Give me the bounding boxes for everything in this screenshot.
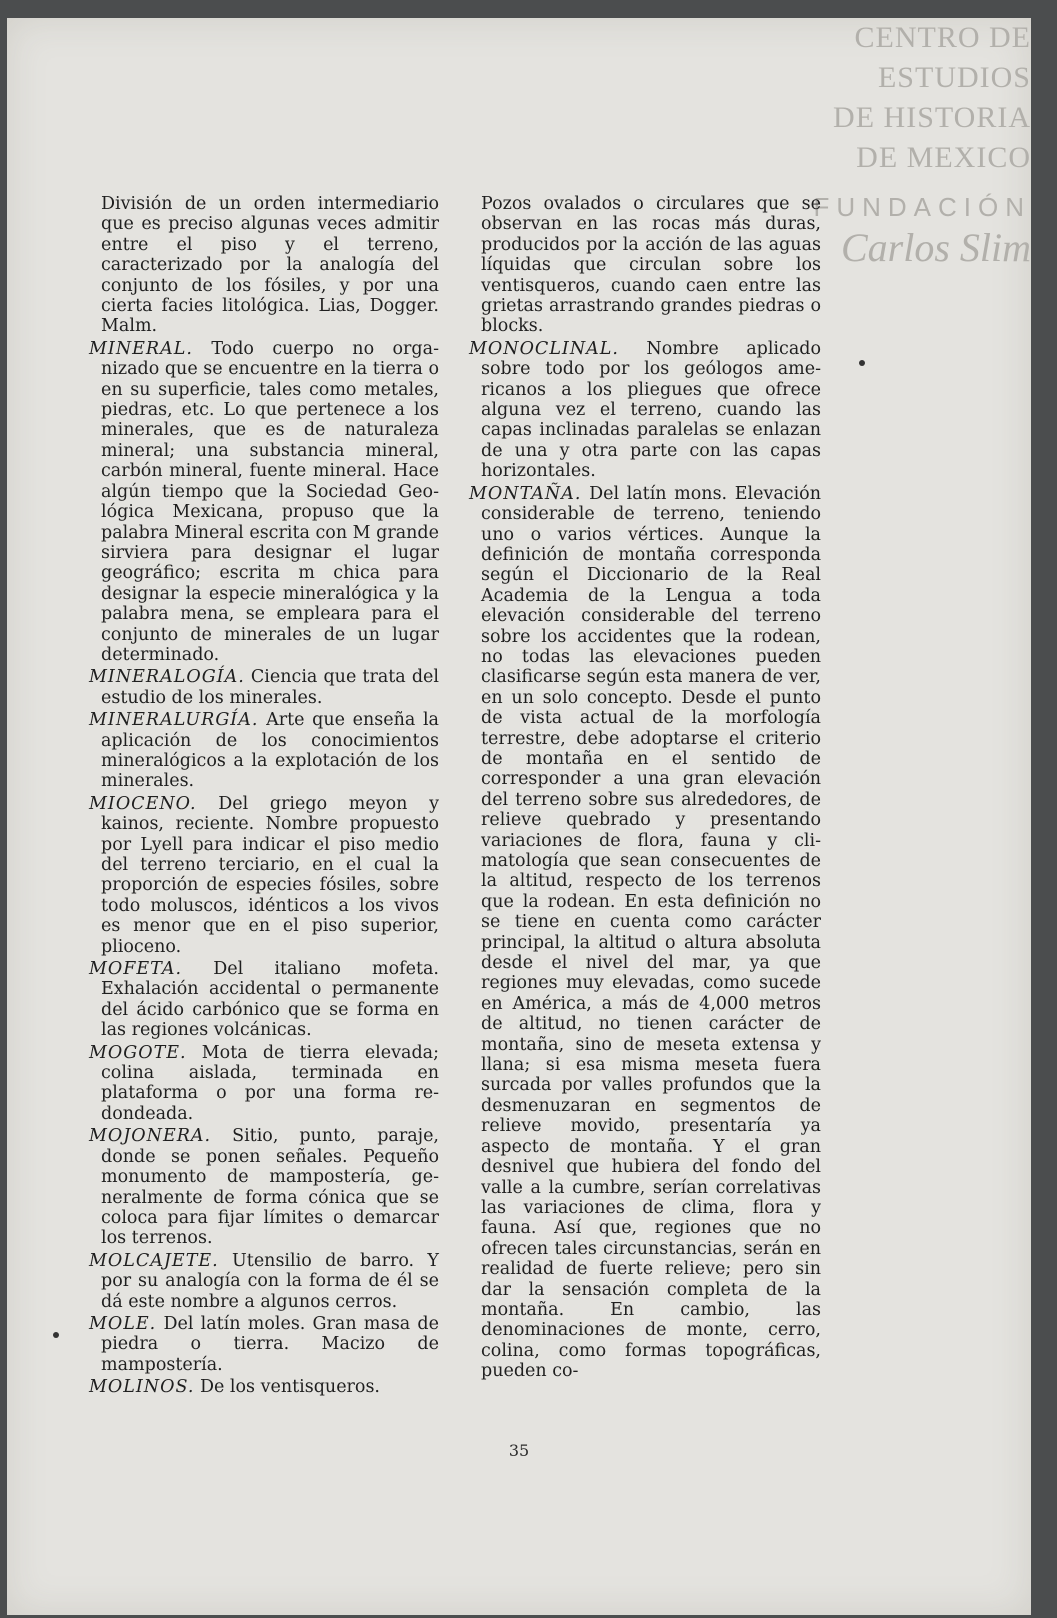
- glossary-entry: [469, 339, 821, 482]
- entry-text: Del latín mons. Elevación considerable de terreno, teniendo uno o varios vértices. Aunque la definición de montaña corresponda según el Diccionario de la Real Academia de la Lengua a toda elevación considerable del terreno sobre los accidentes que la rodean, no todas las elevaciones pueden clasificarse según esta manera de ver, en un solo concepto. Desde el punto de vista actual de la morfología terrestre, debe adoptarse el criterio de montaña en el sentido de corresponder a una gran elevación del terreno sobre sus alrededores, de relieve quebrado y presentando variaciones de flora, fauna y climatología que sean consecuentes de la altitud, respecto de los terrenos que la rodean. En esta definición no se tiene en cuenta como carácter principal, la altitud o altura absoluta desde el nivel del mar, ya que regiones muy elevadas, como sucede en América, a más de 4,000 metros de altitud, no tienen carácter de montaña, sino de meseta extensa y llana; si esa misma meseta fuera surcada por valles profundos que la desmenuzaran en segmentos de relieve movido, presentaría ya aspecto de montaña. Y el gran desnivel que hubiera del fondo del valle a la cumbre, serían correlativas las variaciones de clima, flora y fauna. Así que, regiones que no ofrecen tales circunstancias, serán en realidad de fuerte relieve; pero sin dar la sensación completa de la montaña. En cambio, las denominaciones de monte, cerro, colina, como formas topográficas, pueden co-: [481, 483, 821, 1382]
- glossary-entry: [89, 194, 439, 337]
- entry-term: MINERALOGÍA.: [89, 667, 245, 688]
- left-column: [89, 194, 439, 1400]
- entry-text: Del latín moles. Gran masa de piedra o tierra. Macizo de mampostería.: [101, 1313, 439, 1375]
- watermark-line: DE MEXICO: [856, 141, 1031, 174]
- entry-term: MONOCLINAL.: [469, 338, 619, 359]
- glossary-entry: [469, 194, 821, 337]
- glossary-entry: [89, 667, 439, 708]
- watermark-foundation: FUNDACIÓN: [813, 192, 1031, 222]
- entry-text: De los ventisqueros.: [199, 1377, 380, 1398]
- watermark-line: CENTRO DE: [854, 21, 1031, 54]
- watermark-signature: Carlos Slim: [840, 225, 1031, 270]
- entry-term: MIOCENO.: [89, 793, 197, 814]
- entry-text: Nombre aplicado sobre todo por los geólogos americanos a los pliegues que ofrece alguna vez el terreno, cuando las capas inclinadas paralelas se enlazan de una y otra parte con las capas horizontales.: [481, 338, 821, 482]
- entry-term: MOLINOS.: [89, 1377, 195, 1398]
- glossary-entry: [89, 959, 439, 1041]
- watermark-line: ESTUDIOS: [877, 61, 1031, 94]
- entry-term: MINERAL.: [89, 338, 193, 359]
- entry-text: Del griego meyon y kainos, reciente. Nombre propuesto por Lyell para indicar el piso medio del terreno terciario, en el cual la proporción de especies fósiles, sobre todo moluscos, idénticos a los vivos es menor que en el piso superior, plioceno.: [101, 793, 439, 957]
- glossary-entry: [89, 1043, 439, 1125]
- glossary-entry: [89, 1377, 439, 1397]
- entry-term: MINERALURGÍA.: [89, 710, 259, 731]
- right-column: [469, 194, 821, 1384]
- entry-text: Ciencia que trata del estudio de los minerales.: [101, 667, 439, 708]
- ink-speck: [53, 1332, 59, 1338]
- entry-text: Todo cuerpo no organizado que se encuentre en la tierra o en su superficie, tales como metales, piedras, etc. Lo que pertenece a los minerales, que es de naturaleza mineral; una substancia mineral, carbón mineral, fuente mineral. Hace algún tiempo que la Sociedad Geológica Mexicana, propuso que la palabra Mineral escrita con M grande sirviera para designar el lugar geográfico; escrita m chica para designar la especie mineralógica y la palabra mena, se empleara para el conjunto de minerales de un lugar determinado.: [101, 338, 439, 665]
- watermark-line: DE HISTORIA: [833, 101, 1031, 134]
- entry-text: Arte que enseña la aplicación de los conocimientos mineralógicos a la explotación de los minerales.: [101, 710, 439, 792]
- entry-text: Mota de tierra elevada; colina aislada, terminada en plataforma o por una forma redondeada.: [101, 1042, 439, 1124]
- entry-text: Pozos ovalados o circulares que se observan en las rocas más duras, producidos por la acción de las aguas líquidas que circulan sobre los ventisqueros, cuando caen entre las grietas arrastrando grandes piedras o blocks.: [481, 194, 821, 337]
- scanned-page: [7, 18, 1031, 1615]
- glossary-entry: [89, 794, 439, 957]
- entry-term: MOJONERA.: [89, 1126, 212, 1147]
- entry-text: Del italiano mofeta. Exhalación accidental o permanente del ácido carbónico que se forma en las regiones volcánicas.: [101, 959, 439, 1041]
- glossary-entry: [89, 339, 439, 666]
- glossary-entry: [469, 484, 821, 1382]
- glossary-entry: [89, 1314, 439, 1375]
- glossary-entry: [89, 1126, 439, 1248]
- entry-term: MOGOTE.: [89, 1042, 187, 1063]
- page-number: 35: [508, 1441, 530, 1460]
- entry-term: MOLCAJETE.: [89, 1250, 219, 1271]
- glossary-entry: [89, 1251, 439, 1312]
- entry-term: MONTAÑA.: [469, 483, 582, 504]
- ink-speck: [859, 360, 865, 366]
- archive-watermark: [811, 18, 1031, 288]
- entry-text: Utensilio de barro. Y por su analogía con la forma de él se dá este nombre a algunos cerros.: [101, 1250, 439, 1312]
- entry-text: División de un orden intermediario que es preciso algunas veces admitir entre el piso y el terreno, caracterizado por la analogía del conjunto de los fósiles, y por una cierta facies litológica. Lias, Dogger. Malm.: [101, 194, 439, 337]
- entry-text: Sitio, punto, paraje, donde se ponen señales. Pequeño monumento de mampostería, generalmente de forma cónica que se coloca para fijar límites o demarcar los terrenos.: [101, 1126, 439, 1249]
- glossary-entry: [89, 710, 439, 792]
- entry-term: MOFETA.: [89, 959, 183, 980]
- entry-term: MOLE.: [89, 1313, 157, 1334]
